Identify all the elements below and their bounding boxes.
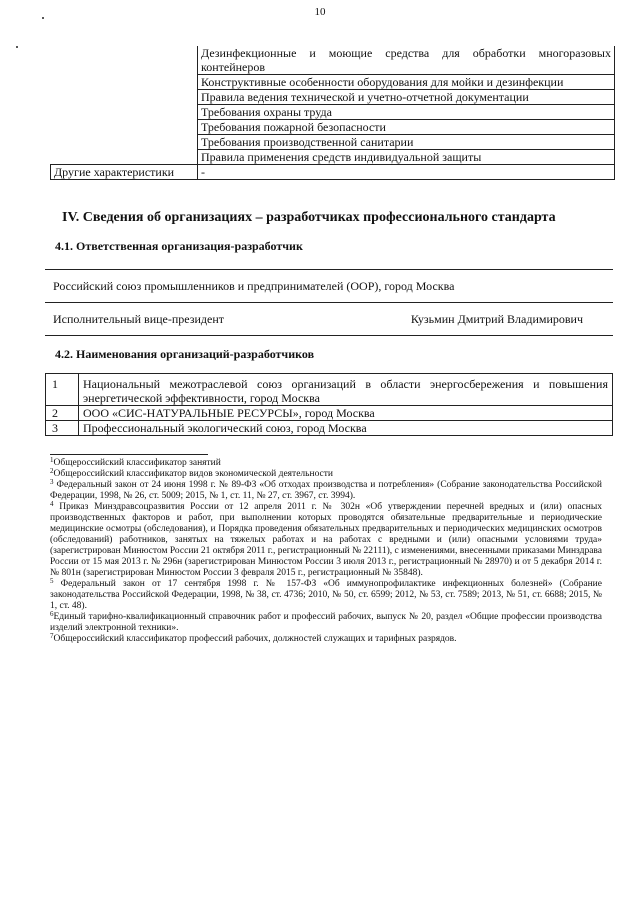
- scan-speck: [16, 46, 18, 48]
- footnote: $^6$Единый тарифно-квалификационный справочник работ и профессий рабочих, выпуск № 20, раздел «Общие профессии производства изделий электронной техники».: [50, 610, 602, 633]
- footnotes: [50, 458, 602, 645]
- subsection-title: 4.2. Наименования организаций-разработчиков: [55, 347, 315, 361]
- footnote-separator: [50, 454, 208, 455]
- developers-table: [45, 373, 613, 436]
- other-characteristics-value: -: [198, 165, 615, 180]
- organization-name: Российский союз промышленников и предпринимателей (ООР), город Москва: [53, 279, 455, 293]
- subsection-title: 4.1. Ответственная организация-разработчик: [55, 239, 303, 253]
- footnote-mark: 7: [50, 632, 54, 640]
- organization-name: Профессиональный экологический союз, город Москва: [79, 421, 613, 436]
- signatory-row: [45, 302, 613, 335]
- other-characteristics-label: Другие характеристики: [51, 165, 198, 180]
- table-cell: Правила применения средств индивидуальной защиты: [198, 150, 615, 165]
- organization-name: ООО «СИС-НАТУРАЛЬНЫЕ РЕСУРСЫ», город Москва: [79, 406, 613, 421]
- table-row: [51, 46, 615, 75]
- organization-row: [45, 270, 613, 302]
- footnote: $^4$ Приказ Минздравсоцразвития России от 12 апреля 2011 г. № 302н «Об утверждении перечней вредных и (или) опасных производственных факторов и работ, при выполнении которых проводятся обязательные предварительные и периодические медицинские осмотры (обследования), и Порядка проведения обязательных предварительных и периодических медицинских осмотров (обследований) работников, занятых на тяжелых работах и на работах с вредными и (или) опасными условиями труда» (зарегистрирован Минюстом России 21 октября 2011 г., регистрационный № 22111), с изменениями, внесенными приказами Минздрава России от 15 мая 2013 г. № 296н (зарегистрирован Минюстом России 3 июля 2013 г., регистрационный № 28970) и от 5 декабря 2014 г. № 801н (зарегистрирован Минюстом России 3 февраля 2015 г., регистрационный № 35848).: [50, 500, 602, 578]
- table-row: [46, 374, 613, 406]
- footnote-mark: 3: [50, 478, 54, 486]
- footnote: $^2$Общероссийский классификатор видов экономической деятельности: [50, 467, 334, 479]
- footnote-mark: 1: [50, 456, 54, 464]
- footnote-mark: 4: [50, 500, 54, 508]
- row-number: 3: [46, 421, 79, 436]
- row-number: 1: [46, 374, 79, 406]
- table-cell: Правила ведения технической и учетно-отчетной документации: [198, 90, 615, 105]
- table-row: [46, 406, 613, 421]
- section-title: IV. Сведения об организациях – разработчиках профессионального стандарта: [62, 210, 556, 225]
- table-cell: Требования пожарной безопасности: [198, 120, 615, 135]
- organization-name: Национальный межотраслевой союз организаций в области энергосбережения и повышения энергетической эффективности, город Москва: [79, 374, 613, 406]
- table-row: [51, 165, 615, 180]
- signatory-name: Кузьмин Дмитрий Владимирович: [410, 312, 583, 326]
- footnote: $^1$Общероссийский классификатор занятий: [50, 456, 221, 468]
- footnote-mark: 2: [50, 467, 54, 475]
- footnote: $^7$Общероссийский классификатор профессий рабочих, должностей служащих и тарифных разрядов.: [50, 632, 457, 644]
- table-cell: Дезинфекционные и моющие средства для обработки многоразовых контейнеров: [198, 46, 615, 75]
- footnote: $^5$ Федеральный закон от 17 сентября 1998 г. № 157-ФЗ «Об иммунопрофилактике инфекционных болезней» (Собрание законодательства Российской Федерации, 1998, № 38, ст. 4736; 2010, № 50, ст. 6599; 2012, № 53, ст. 7589; 2013, № 51, ст. 6688; 2015, № 1, ст. 48).: [50, 577, 602, 611]
- page-number: 10: [314, 6, 326, 18]
- responsible-organization-box: [45, 269, 613, 336]
- table-cell: Требования охраны труда: [198, 105, 615, 120]
- characteristics-table: [50, 46, 615, 180]
- footnote: $^3$ Федеральный закон от 24 июня 1998 г. № 89-ФЗ «Об отходах производства и потребления» (Собрание законодательства Российской Федерации, 1998, № 26, ст. 5009; 2015, № 1, ст. 11, № 27, ст. 3967, ст. 3994).: [50, 478, 602, 501]
- table-cell: Требования производственной санитарии: [198, 135, 615, 150]
- footnote-mark: 6: [50, 610, 54, 618]
- table-row: [46, 421, 613, 436]
- signatory-position: Исполнительный вице-президент: [53, 312, 225, 326]
- footnote-mark: 5: [50, 577, 54, 585]
- table-cell: Конструктивные особенности оборудования для мойки и дезинфекции: [198, 75, 615, 90]
- row-number: 2: [46, 406, 79, 421]
